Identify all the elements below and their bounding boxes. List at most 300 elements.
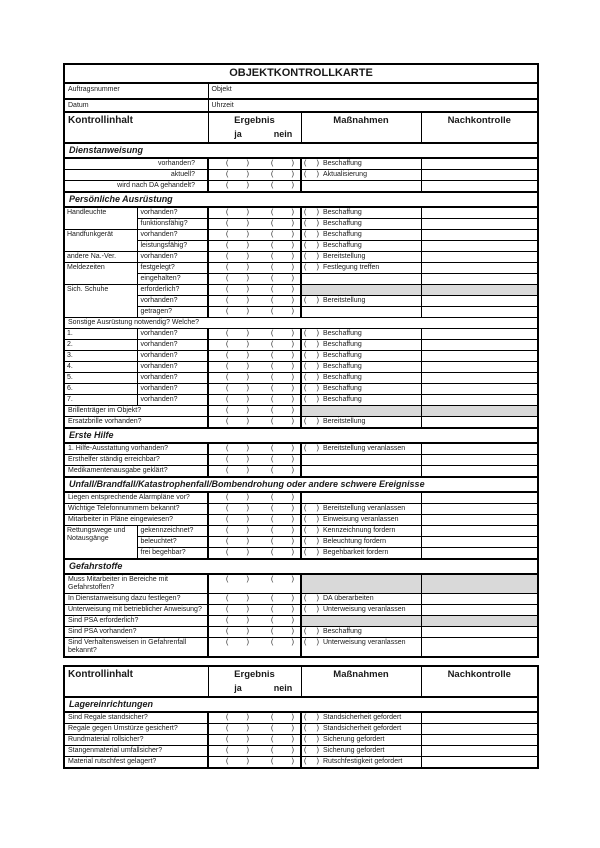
nachkontrolle-cell[interactable] <box>421 548 538 560</box>
checkbox-group <box>211 297 298 305</box>
open-paren-icon: ( <box>304 385 307 392</box>
nachkontrolle-cell[interactable] <box>421 638 538 658</box>
ergebnis-cell <box>208 724 301 735</box>
close-paren-icon: ) <box>291 639 294 646</box>
ja-checkbox[interactable] <box>226 576 249 584</box>
nein-checkbox[interactable] <box>271 736 294 744</box>
massnahme-cell[interactable] <box>301 296 421 307</box>
checkbox-group <box>211 330 298 338</box>
massnahme-cell[interactable] <box>301 329 421 340</box>
measure-checkbox[interactable] <box>304 628 319 636</box>
nachkontrolle-cell[interactable] <box>421 712 538 724</box>
ergebnis-cell <box>208 230 301 241</box>
checkbox-group <box>211 467 298 475</box>
table-row <box>64 492 538 504</box>
nachkontrolle-cell[interactable] <box>421 181 538 193</box>
open-paren-icon: ( <box>271 456 274 463</box>
close-paren-icon: ) <box>291 516 294 523</box>
nein-checkbox[interactable] <box>271 253 294 261</box>
measure-label: Bereitstellung <box>323 418 366 425</box>
question-cell: Unterweisung mit betrieblicher Anweisung? <box>64 605 208 616</box>
ergebnis-cell <box>208 384 301 395</box>
measure-checkbox[interactable] <box>304 385 319 393</box>
nachkontrolle-cell <box>421 285 538 296</box>
ja-checkbox[interactable] <box>226 220 249 228</box>
nein-checkbox[interactable] <box>271 231 294 239</box>
measure-checkbox[interactable] <box>304 516 319 524</box>
auftragsnummer-field[interactable] <box>64 83 208 99</box>
ergebnis-cell <box>208 735 301 746</box>
nein-column-label: nein <box>273 683 293 693</box>
close-paren-icon: ) <box>246 275 249 282</box>
table-row <box>64 515 538 526</box>
ergebnis-cell <box>208 417 301 429</box>
ergebnis-cell <box>208 395 301 406</box>
ja-checkbox[interactable] <box>226 341 249 349</box>
measure-checkbox[interactable] <box>304 606 319 614</box>
measure-label: Beschaffung <box>323 242 362 249</box>
nachkontrolle-cell[interactable] <box>421 526 538 537</box>
measure-checkbox[interactable] <box>304 714 319 722</box>
ja-checkbox[interactable] <box>226 374 249 382</box>
close-paren-icon: ) <box>246 330 249 337</box>
ja-checkbox[interactable] <box>226 527 249 535</box>
measure-checkbox[interactable] <box>304 396 319 404</box>
nein-checkbox[interactable] <box>271 576 294 584</box>
measure-checkbox[interactable] <box>304 231 319 239</box>
open-paren-icon: ( <box>304 264 307 271</box>
close-paren-icon: ) <box>316 352 319 359</box>
ja-checkbox[interactable] <box>226 494 249 502</box>
measure-checkbox[interactable] <box>304 341 319 349</box>
measure-checkbox[interactable] <box>304 297 319 305</box>
ja-checkbox[interactable] <box>226 330 249 338</box>
nein-checkbox[interactable] <box>271 747 294 755</box>
open-paren-icon: ( <box>271 385 274 392</box>
ja-checkbox[interactable] <box>226 456 249 464</box>
nein-checkbox[interactable] <box>271 407 294 415</box>
close-paren-icon: ) <box>316 538 319 545</box>
massnahme-entry <box>304 242 419 250</box>
question-cell: Regale gegen Umstürze gesichert? <box>64 724 208 735</box>
measure-checkbox[interactable] <box>304 445 319 453</box>
nein-checkbox[interactable] <box>271 549 294 557</box>
nachkontrolle-cell[interactable] <box>421 263 538 274</box>
question-cell: beleuchtet? <box>137 537 208 548</box>
massnahme-cell[interactable] <box>301 638 421 658</box>
nachkontrolle-cell[interactable] <box>421 594 538 605</box>
massnahme-cell[interactable] <box>301 537 421 548</box>
massnahme-cell[interactable] <box>301 340 421 351</box>
table-row <box>64 395 538 406</box>
measure-checkbox[interactable] <box>304 538 319 546</box>
massnahme-cell[interactable] <box>301 158 421 170</box>
nachkontrolle-cell[interactable] <box>421 627 538 638</box>
open-paren-icon: ( <box>226 160 229 167</box>
massnahme-cell[interactable] <box>301 252 421 263</box>
datum-field[interactable] <box>64 99 208 112</box>
massnahme-cell[interactable] <box>301 735 421 746</box>
ergebnis-cell <box>208 158 301 170</box>
nein-checkbox[interactable] <box>271 286 294 294</box>
nein-checkbox[interactable] <box>271 209 294 217</box>
column-header-row <box>64 666 538 697</box>
measure-checkbox[interactable] <box>304 639 319 647</box>
nein-checkbox[interactable] <box>271 505 294 513</box>
nachkontrolle-cell[interactable] <box>421 219 538 230</box>
massnahme-cell[interactable] <box>301 548 421 560</box>
ja-checkbox[interactable] <box>226 516 249 524</box>
nein-checkbox[interactable] <box>271 363 294 371</box>
massnahme-cell[interactable] <box>301 712 421 724</box>
measure-label: Standsicherheit gefordert <box>323 714 402 721</box>
nachkontrolle-cell[interactable] <box>421 455 538 466</box>
table-row <box>64 526 538 537</box>
ergebnis-label: Ergebnis <box>234 115 275 126</box>
ja-checkbox[interactable] <box>226 297 249 305</box>
massnahme-cell[interactable] <box>301 515 421 526</box>
ja-checkbox[interactable] <box>226 467 249 475</box>
nein-checkbox[interactable] <box>271 330 294 338</box>
measure-checkbox[interactable] <box>304 725 319 733</box>
column-header-row <box>64 112 538 143</box>
nein-checkbox[interactable] <box>271 297 294 305</box>
measure-label: Bereitstellung <box>323 253 366 260</box>
massnahme-entry <box>304 209 419 217</box>
ergebnis-label: Ergebnis <box>234 669 275 680</box>
nein-checkbox[interactable] <box>271 160 294 168</box>
close-paren-icon: ) <box>316 725 319 732</box>
close-paren-icon: ) <box>316 639 319 646</box>
ja-checkbox[interactable] <box>226 628 249 636</box>
ja-checkbox[interactable] <box>226 758 249 766</box>
nein-checkbox[interactable] <box>271 418 294 426</box>
ja-checkbox[interactable] <box>226 606 249 614</box>
close-paren-icon: ) <box>246 527 249 534</box>
close-paren-icon: ) <box>291 595 294 602</box>
ja-checkbox[interactable] <box>226 253 249 261</box>
ja-checkbox[interactable] <box>226 396 249 404</box>
measure-checkbox[interactable] <box>304 352 319 360</box>
table-row <box>64 373 538 384</box>
measure-checkbox[interactable] <box>304 747 319 755</box>
measure-checkbox[interactable] <box>304 549 319 557</box>
ja-checkbox[interactable] <box>226 617 249 625</box>
ja-checkbox[interactable] <box>226 242 249 250</box>
nein-checkbox[interactable] <box>271 275 294 283</box>
massnahme-cell[interactable] <box>301 207 421 219</box>
close-paren-icon: ) <box>316 231 319 238</box>
open-paren-icon: ( <box>271 538 274 545</box>
close-paren-icon: ) <box>316 330 319 337</box>
nein-checkbox[interactable] <box>271 352 294 360</box>
checkbox-group <box>211 758 298 766</box>
ja-checkbox[interactable] <box>226 407 249 415</box>
nein-checkbox[interactable] <box>271 171 294 179</box>
massnahme-cell[interactable] <box>301 417 421 429</box>
ergebnis-cell <box>208 616 301 627</box>
measure-checkbox[interactable] <box>304 595 319 603</box>
close-paren-icon: ) <box>291 160 294 167</box>
question-cell: vorhanden? <box>137 329 208 340</box>
ja-checkbox[interactable] <box>226 352 249 360</box>
ja-checkbox[interactable] <box>226 171 249 179</box>
massnahme-cell[interactable] <box>301 170 421 181</box>
nachkontrolle-cell[interactable] <box>421 492 538 504</box>
nachkontrolle-cell[interactable] <box>421 746 538 757</box>
massnahme-cell[interactable] <box>301 241 421 252</box>
measure-checkbox[interactable] <box>304 253 319 261</box>
question-cell: wird nach DA gehandelt? <box>64 181 208 193</box>
nachkontrolle-cell[interactable] <box>421 207 538 219</box>
nein-checkbox[interactable] <box>271 385 294 393</box>
nein-checkbox[interactable] <box>271 617 294 625</box>
measure-label: Beschaffung <box>323 628 362 635</box>
nein-checkbox[interactable] <box>271 639 294 647</box>
ja-checkbox[interactable] <box>226 275 249 283</box>
checkbox-group <box>211 171 298 179</box>
ja-checkbox[interactable] <box>226 725 249 733</box>
ja-checkbox[interactable] <box>226 445 249 453</box>
nachkontrolle-cell[interactable] <box>421 724 538 735</box>
nein-checkbox[interactable] <box>271 714 294 722</box>
massnahme-cell[interactable] <box>301 746 421 757</box>
open-paren-icon: ( <box>304 209 307 216</box>
massnahme-cell[interactable] <box>301 724 421 735</box>
nein-checkbox[interactable] <box>271 445 294 453</box>
massnahme-entry <box>304 639 419 647</box>
massnahme-cell[interactable] <box>301 605 421 616</box>
measure-checkbox[interactable] <box>304 527 319 535</box>
nein-checkbox[interactable] <box>271 606 294 614</box>
checkbox-group <box>211 505 298 513</box>
close-paren-icon: ) <box>246 220 249 227</box>
open-paren-icon: ( <box>304 220 307 227</box>
nein-checkbox[interactable] <box>271 516 294 524</box>
nachkontrolle-cell[interactable] <box>421 158 538 170</box>
massnahme-cell[interactable] <box>301 594 421 605</box>
measure-checkbox[interactable] <box>304 736 319 744</box>
open-paren-icon: ( <box>226 505 229 512</box>
ja-checkbox[interactable] <box>226 736 249 744</box>
checkbox-group <box>211 538 298 546</box>
close-paren-icon: ) <box>316 171 319 178</box>
nein-checkbox[interactable] <box>271 467 294 475</box>
ja-checkbox[interactable] <box>226 418 249 426</box>
massnahme-cell[interactable] <box>301 627 421 638</box>
ja-checkbox[interactable] <box>226 505 249 513</box>
measure-checkbox[interactable] <box>304 209 319 217</box>
ja-checkbox[interactable] <box>226 231 249 239</box>
massnahme-entry <box>304 516 419 524</box>
measure-checkbox[interactable] <box>304 264 319 272</box>
nein-checkbox[interactable] <box>271 308 294 316</box>
open-paren-icon: ( <box>226 341 229 348</box>
ergebnis-cell <box>208 605 301 616</box>
ja-checkbox[interactable] <box>226 308 249 316</box>
checkbox-group <box>211 736 298 744</box>
ja-checkbox[interactable] <box>226 182 249 190</box>
nachkontrolle-cell[interactable] <box>421 466 538 478</box>
open-paren-icon: ( <box>271 549 274 556</box>
measure-checkbox[interactable] <box>304 505 319 513</box>
nachkontrolle-cell[interactable] <box>421 241 538 252</box>
table-row <box>64 406 538 417</box>
open-paren-icon: ( <box>226 747 229 754</box>
ja-checkbox[interactable] <box>226 209 249 217</box>
table-row <box>64 362 538 373</box>
section-header-row <box>64 143 538 158</box>
ja-checkbox[interactable] <box>226 538 249 546</box>
nachkontrolle-cell[interactable] <box>421 443 538 455</box>
objekt-field[interactable] <box>208 83 538 99</box>
ja-checkbox[interactable] <box>226 595 249 603</box>
nachkontrolle-header: Nachkontrolle <box>421 666 538 697</box>
massnahme-cell <box>301 455 421 466</box>
massnahme-cell[interactable] <box>301 443 421 455</box>
nachkontrolle-cell[interactable] <box>421 735 538 746</box>
massnahme-cell <box>301 274 421 285</box>
question-cell: aktuell? <box>64 170 208 181</box>
checkbox-group <box>211 385 298 393</box>
open-paren-icon: ( <box>304 363 307 370</box>
nachkontrolle-cell[interactable] <box>421 307 538 318</box>
nachkontrolle-cell[interactable] <box>421 757 538 769</box>
massnahme-cell[interactable] <box>301 219 421 230</box>
nachkontrolle-cell[interactable] <box>421 605 538 616</box>
ja-checkbox[interactable] <box>226 385 249 393</box>
nachkontrolle-cell[interactable] <box>421 417 538 429</box>
massnahme-cell[interactable] <box>301 384 421 395</box>
open-paren-icon: ( <box>226 220 229 227</box>
question-cell: Ersatzbrille vorhanden? <box>64 417 208 429</box>
ja-checkbox[interactable] <box>226 160 249 168</box>
ergebnis-header <box>208 112 301 143</box>
nein-checkbox[interactable] <box>271 182 294 190</box>
question-cell: Sind Regale standsicher? <box>64 712 208 724</box>
nachkontrolle-cell <box>421 616 538 627</box>
ja-checkbox[interactable] <box>226 264 249 272</box>
close-paren-icon: ) <box>246 171 249 178</box>
open-paren-icon: ( <box>271 445 274 452</box>
ja-checkbox[interactable] <box>226 286 249 294</box>
massnahme-cell[interactable] <box>301 230 421 241</box>
nachkontrolle-cell[interactable] <box>421 515 538 526</box>
nein-checkbox[interactable] <box>271 595 294 603</box>
massnahme-cell[interactable] <box>301 351 421 362</box>
massnahme-cell[interactable] <box>301 526 421 537</box>
nein-checkbox[interactable] <box>271 527 294 535</box>
massnahme-cell[interactable] <box>301 263 421 274</box>
nachkontrolle-cell[interactable] <box>421 373 538 384</box>
nachkontrolle-cell[interactable] <box>421 384 538 395</box>
measure-checkbox[interactable] <box>304 160 319 168</box>
nein-column-label: nein <box>273 129 293 139</box>
nein-checkbox[interactable] <box>271 396 294 404</box>
group-label-cell: 7. <box>64 395 137 406</box>
open-paren-icon: ( <box>304 628 307 635</box>
table-row <box>64 384 538 395</box>
nachkontrolle-cell[interactable] <box>421 537 538 548</box>
massnahme-cell[interactable] <box>301 362 421 373</box>
nein-checkbox[interactable] <box>271 494 294 502</box>
massnahme-cell <box>301 406 421 417</box>
nachkontrolle-cell[interactable] <box>421 362 538 373</box>
nachkontrolle-cell[interactable] <box>421 274 538 285</box>
nein-checkbox[interactable] <box>271 758 294 766</box>
measure-label: Festlegung treffen <box>323 264 380 271</box>
nein-checkbox[interactable] <box>271 264 294 272</box>
close-paren-icon: ) <box>246 617 249 624</box>
ja-checkbox[interactable] <box>226 747 249 755</box>
nachkontrolle-cell[interactable] <box>421 329 538 340</box>
nein-checkbox[interactable] <box>271 220 294 228</box>
nachkontrolle-cell[interactable] <box>421 252 538 263</box>
massnahme-cell[interactable] <box>301 373 421 384</box>
measure-checkbox[interactable] <box>304 330 319 338</box>
open-paren-icon: ( <box>271 160 274 167</box>
nein-checkbox[interactable] <box>271 538 294 546</box>
massnahme-cell[interactable] <box>301 504 421 515</box>
measure-checkbox[interactable] <box>304 220 319 228</box>
nachkontrolle-cell[interactable] <box>421 351 538 362</box>
measure-checkbox[interactable] <box>304 418 319 426</box>
nein-checkbox[interactable] <box>271 341 294 349</box>
group-label-cell: Handleuchte <box>64 207 137 230</box>
open-paren-icon: ( <box>271 714 274 721</box>
nachkontrolle-cell[interactable] <box>421 504 538 515</box>
ergebnis-cell <box>208 548 301 560</box>
nachkontrolle-cell[interactable] <box>421 170 538 181</box>
close-paren-icon: ) <box>246 445 249 452</box>
measure-label: Beschaffung <box>323 341 362 348</box>
measure-checkbox[interactable] <box>304 242 319 250</box>
nein-checkbox[interactable] <box>271 456 294 464</box>
nein-checkbox[interactable] <box>271 725 294 733</box>
nein-checkbox[interactable] <box>271 374 294 382</box>
ergebnis-cell <box>208 340 301 351</box>
ja-checkbox[interactable] <box>226 639 249 647</box>
massnahme-cell[interactable] <box>301 757 421 769</box>
nachkontrolle-cell[interactable] <box>421 395 538 406</box>
nachkontrolle-cell[interactable] <box>421 296 538 307</box>
open-paren-icon: ( <box>304 606 307 613</box>
nein-checkbox[interactable] <box>271 242 294 250</box>
ja-checkbox[interactable] <box>226 714 249 722</box>
question-cell: getragen? <box>137 307 208 318</box>
measure-checkbox[interactable] <box>304 171 319 179</box>
measure-checkbox[interactable] <box>304 374 319 382</box>
measure-checkbox[interactable] <box>304 758 319 766</box>
nachkontrolle-cell[interactable] <box>421 340 538 351</box>
ergebnis-cell <box>208 181 301 193</box>
measure-label: Beschaffung <box>323 330 362 337</box>
measure-checkbox[interactable] <box>304 363 319 371</box>
nachkontrolle-cell[interactable] <box>421 230 538 241</box>
open-paren-icon: ( <box>226 736 229 743</box>
massnahme-cell[interactable] <box>301 395 421 406</box>
close-paren-icon: ) <box>291 527 294 534</box>
close-paren-icon: ) <box>291 549 294 556</box>
ja-checkbox[interactable] <box>226 549 249 557</box>
ja-checkbox[interactable] <box>226 363 249 371</box>
open-paren-icon: ( <box>304 747 307 754</box>
nein-checkbox[interactable] <box>271 628 294 636</box>
open-paren-icon: ( <box>226 617 229 624</box>
open-paren-icon: ( <box>226 182 229 189</box>
close-paren-icon: ) <box>316 341 319 348</box>
uhrzeit-field[interactable] <box>208 99 538 112</box>
